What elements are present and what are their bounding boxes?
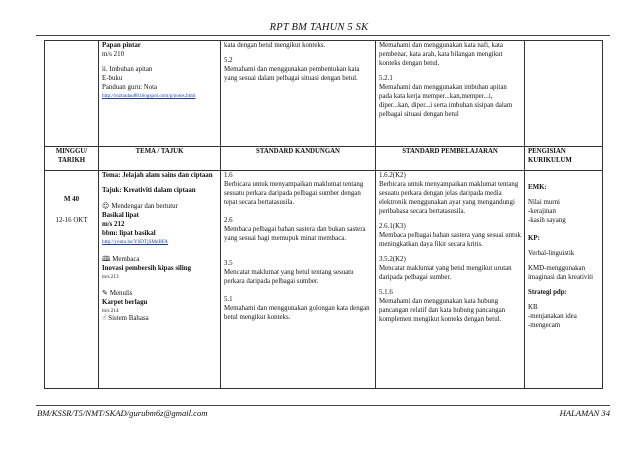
skill-grammar: ☝ Sistem Bahasa bbox=[102, 314, 149, 323]
sk-1-code: 1.6 bbox=[224, 172, 233, 179]
kmd-value: KMD-menggunakan imaginasi dan kreativiti bbox=[528, 264, 594, 281]
nilai-murni: Nilai murni bbox=[528, 198, 560, 206]
page-title: RPT BM TAHUN 5 SK bbox=[269, 22, 369, 33]
topic-1: Basikal lipat bbox=[102, 211, 139, 219]
nota-link[interactable]: http://rozitadau88.blogspot.com/p/notes.html bbox=[102, 92, 196, 99]
page-number: HALAMAN 34 bbox=[559, 408, 610, 418]
topic-3-page: m/s 214 bbox=[102, 307, 119, 314]
strategi-3: -mengecam bbox=[528, 321, 561, 329]
tema-title: Tema: Jelajah alam sains dan ciptaan bbox=[102, 172, 213, 179]
tema-line-2: m/s 210 bbox=[102, 50, 125, 58]
topic-2: Inovasi pembersih kipas siling bbox=[102, 264, 192, 272]
cell-pengisian bbox=[525, 171, 603, 389]
footer-reference: BM/KSSR/T5/NMT/SKAD/gurubm6z@gmail.com bbox=[37, 408, 208, 418]
cell-sk bbox=[221, 171, 376, 389]
sp-2-text: Membaca pelbagai bahan sastera yang sesuai untuk meningkatkan daya fikir secara kritis. bbox=[379, 231, 521, 248]
cell-pengisian-empty bbox=[525, 41, 603, 147]
topic-3: Karpet berlagu bbox=[102, 298, 148, 306]
pencil-icon: ✎ bbox=[102, 289, 108, 297]
sk-2-code: 2.6 bbox=[224, 216, 233, 224]
sp-4-code: 5.1.6 bbox=[379, 288, 393, 296]
topic-2-page: m/s 213 bbox=[102, 273, 119, 280]
strategi-1: KB bbox=[528, 303, 538, 311]
nilai-1: -kerajinan bbox=[528, 207, 556, 215]
cell-tema-continued bbox=[99, 41, 221, 147]
tema-line-4: E-buku bbox=[102, 74, 123, 82]
skill-writing: ✎ Menulis bbox=[102, 289, 133, 297]
cell-tema bbox=[99, 171, 221, 389]
skill-speaking: ☺ Mendengar dan bertutur bbox=[102, 201, 178, 210]
col-header-pengisian: PENGISIAN KURIKULUM bbox=[525, 147, 603, 171]
cell-sp-continued bbox=[376, 41, 525, 147]
cell-sk-continued bbox=[221, 41, 376, 147]
cell-sp bbox=[376, 171, 525, 389]
sk-4-code: 5.1 bbox=[224, 295, 233, 303]
smiley-icon: ☺ bbox=[102, 201, 110, 210]
youtube-link[interactable]: http://youtu.be/Y6DTjSMeBFA bbox=[102, 238, 169, 245]
sk-4-text: Memahami dan menggunakan golongan kata dengan betul mengikut konteks. bbox=[224, 304, 370, 321]
week-label: M 40 bbox=[63, 196, 80, 203]
continuation-row bbox=[45, 41, 603, 147]
sk-code: 5.2 bbox=[224, 56, 233, 64]
cell-minggu bbox=[45, 171, 99, 389]
sk-1-text: Berbicara untuk menyampaikan maklumat tentang sesuatu perkara daripada pelbagai sumber dengan tepat secara bertatasusila. bbox=[224, 180, 364, 206]
sp-text: Memahami dan menggunakan imbuhan apitan pada kata kerja memper...kan,memper...i, diper...kan, diper...i serta imbuhan sisipan dalam pelbagai situasi dengan betul bbox=[379, 83, 513, 118]
nilai-2: -kasih sayang bbox=[528, 216, 566, 224]
sp-3-code: 3.5.2(K2) bbox=[379, 255, 406, 263]
sp-1-code: 1.6.2(K2) bbox=[379, 172, 406, 179]
book-icon: 🕮 bbox=[102, 254, 111, 263]
sp-line-1: Memahami dan menggunakan kata nafi, kata pembenar, kata arah, kata bilangan mengikut konteks dengan betul. bbox=[379, 42, 503, 67]
sk-text: Memahami dan menggunakan pembentukan kata yang sesuai dalam pelbagai situasi dengan betul. bbox=[224, 65, 360, 82]
col-header-minggu: MINGGU/ TARIKH bbox=[45, 147, 99, 171]
week-date: 12-16 OKT bbox=[55, 216, 88, 224]
strategi-label: Strategi pdp: bbox=[528, 288, 567, 296]
pointing-hand-icon: ☝ bbox=[102, 314, 107, 323]
table-header-row bbox=[45, 147, 603, 171]
tema-line-5: Panduan guru: Nota bbox=[102, 83, 158, 91]
cell-minggu-empty bbox=[45, 41, 99, 147]
tema-line-1: Papan pintar bbox=[102, 42, 141, 49]
topic-1-bbm: bbm: lipat basikal bbox=[102, 229, 156, 237]
sp-4-text: Memahami dan menggunakan kata hubung pancangan relatif dan kata hubung pancangan komplemen mengikut konteks dengan betul. bbox=[379, 297, 506, 323]
sp-code: 5.2.1 bbox=[379, 74, 393, 82]
emk-label: EMK: bbox=[528, 184, 547, 191]
sk-3-text: Mencatat maklumat yang betul tentang sesuatu perkara daripada pelbagai sumber. bbox=[224, 268, 354, 285]
strategi-2: -menjanakan idea bbox=[528, 312, 577, 320]
topic-1-page: m/s 212 bbox=[102, 220, 125, 228]
sp-3-text: Mencatat maklumat yang betul mengikut urutan daripada pelbagai sumber. bbox=[379, 264, 512, 281]
sk-2-text: Membaca pelbagai bahan sastera dan bukan sastera yang sesuai bagi memupuk minat membaca. bbox=[224, 225, 366, 242]
col-header-sp: STANDARD PEMBELAJARAN bbox=[376, 147, 525, 171]
kp-label: KP: bbox=[528, 234, 540, 242]
lesson-plan-table bbox=[44, 40, 603, 389]
kp-value: Verbal-linguistik bbox=[528, 249, 575, 257]
sk-3-code: 3.5 bbox=[224, 259, 233, 267]
header-divider bbox=[36, 35, 610, 36]
tema-line-3: ii. Imbuhan apitan bbox=[102, 65, 153, 73]
week-40-row bbox=[45, 171, 603, 389]
col-header-tema: TEMA / TAJUK bbox=[99, 147, 221, 171]
skill-reading: 🕮 Membaca bbox=[102, 254, 140, 263]
sp-1-text: Berbicara untuk menyampaikan maklumat tentang sesuatu perkara dengan jelas daripada media elektronik menggunakan ayat yang mengandungi peribahasa secara bertatasusila. bbox=[379, 180, 519, 215]
sp-2-code: 2.6.1(K3) bbox=[379, 222, 406, 230]
footer-divider bbox=[36, 405, 610, 406]
col-header-sk: STANDARD KANDUNGAN bbox=[221, 147, 376, 171]
sk-line-1: kata dengan betul mengikut konteks. bbox=[224, 42, 326, 49]
tajuk-title: Tajuk: Kreativiti dalam ciptaan bbox=[102, 186, 196, 194]
